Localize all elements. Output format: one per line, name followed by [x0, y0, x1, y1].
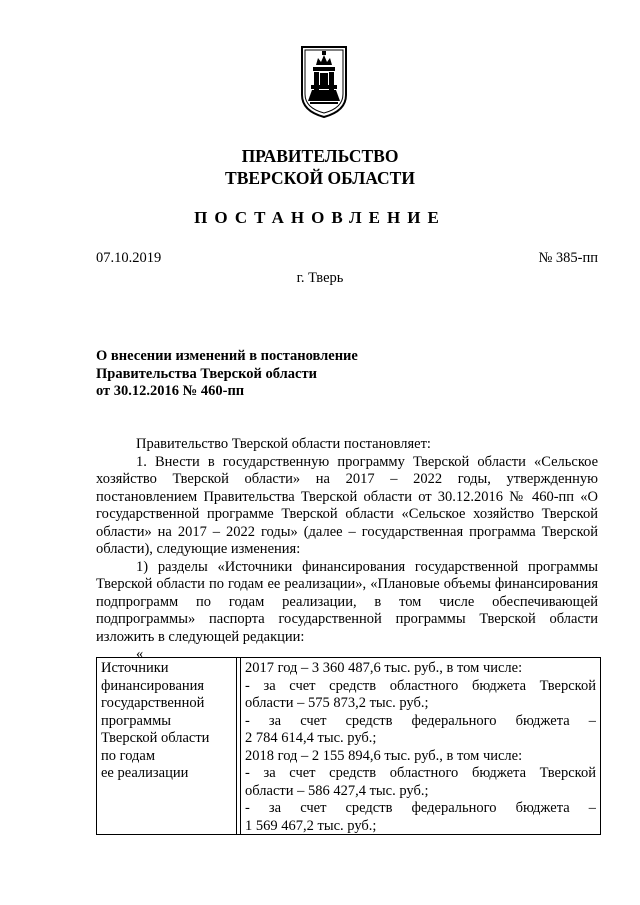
document-type: ПОСТАНОВЛЕНИЕ [194, 208, 446, 227]
coat-of-arms-emblem [300, 45, 348, 119]
subject-line: Правительства Тверской области [96, 365, 317, 382]
table-right-line: - за счет средств областного бюджета Тверской [245, 677, 596, 694]
government-title-line2: ТВЕРСКОЙ ОБЛАСТИ [225, 168, 415, 188]
table-right-line: области – 586 427,4 тыс. руб.; [245, 782, 429, 799]
subject-line: О внесении изменений в постановление [96, 348, 358, 364]
table-left-line: по годам [101, 747, 156, 764]
table-right-line: 2017 год – 3 360 487,6 тыс. руб., в том числе: [245, 660, 523, 676]
table-right-line: 2018 год – 2 155 894,6 тыс. руб., в том числе: [245, 747, 523, 764]
table-left-line: Тверской области [101, 730, 210, 746]
table-left-line: Источники [101, 660, 169, 676]
paragraph-item-1: 1. Внести в государственную программу Тверской области «Сельское хозяйство Тверской области» на 2017 – 2022 годы, утвержденную постановлением Правительства Тверской области от 30.12.2016 № 460-пп «О государственной программе Тверской области «Сельское хозяйство Тверской области» на 2017 – 2022 годы» (далее – государственная программа Тверской области), следующие изменения: [96, 453, 598, 557]
table-right-line: - за счет средств областного бюджета Тверской [245, 765, 596, 781]
document-body [96, 436, 598, 664]
document-city: г. Тверь [296, 270, 344, 286]
table-right-line: области – 575 873,2 тыс. руб.; [245, 695, 429, 711]
table-left-line: ее реализации [101, 765, 189, 781]
table-left-line: программы [101, 712, 171, 729]
document-subject [96, 348, 358, 401]
subject-line: от 30.12.2016 № 460-пп [96, 383, 245, 399]
document-number: № 385-пп [538, 250, 598, 266]
paragraph-preamble: Правительство Тверской области постановляет: [136, 436, 431, 452]
financing-table [96, 657, 601, 835]
quote-open-mark: « [136, 646, 144, 662]
table-right-line: 1 569 467,2 тыс. руб.; [245, 817, 377, 834]
table-right-line: - за счет средств федерального бюджета – [245, 800, 596, 816]
document-date: 07.10.2019 [96, 250, 162, 266]
table-left-line: финансирования [101, 677, 205, 694]
table-right-line: - за счет средств федерального бюджета – [245, 712, 596, 729]
table-left-cell [97, 658, 237, 834]
table-right-cell [240, 658, 600, 834]
table-right-line: 2 784 614,4 тыс. руб.; [245, 730, 377, 746]
table-left-line: государственной [101, 695, 205, 711]
paragraph-subitem-1: 1) разделы «Источники финансирования государственной программы Тверской области по годам ее реализации», «Плановые объемы финансирования подпрограмм по годам реализации, в том числе обеспечивающей подпрограммы» паспорта государственной программы Тверской области изложить в следующей редакции: [96, 558, 598, 645]
government-title-line1: ПРАВИТЕЛЬСТВО [241, 146, 399, 166]
